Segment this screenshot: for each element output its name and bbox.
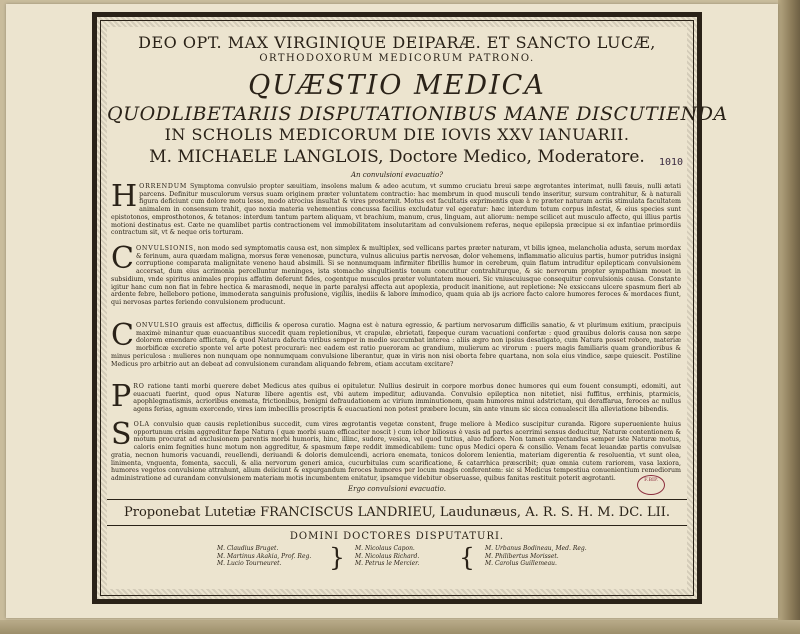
paragraph-text: Symptoma convulsio propter sæuitiam, insolens malum & adeo acutum, vt summo cruciatu breui sæpe ægrotantes interimat, nulli fæuis, nulli ætati parcens. Definitur musculorum versus suam originem præter voluntatem contractio: hac membrum in quod musculi tendo inseritur, sursum contrahitur, & à naturali figura deficiunt cum dolore motu lesso, modo atrocius insultat & vires prosternit. Motus est facultatis exprimentis quæ à re præter naturam acriis stimulata facultatem animalem in consensum trahit, quo noxia materia vehementius concussa facilius excludatur vel egeratur: hæc interdum totum corpus infestat, & eius species sunt epistotonos, emprosthotonos, & tetanos: interdum tantum partem aliquam, vt brachium, manum, crus, linguam, aut aliorum: nempe scilicet aut musculo affecto, qui illius partis motioni destinatus est. Cæte ne quamlibet partis contractionem vel immobilitatem insolutaritam ad convulsionem referas, neque epilepsia præcipue si ex infantiae primordiis contractum sit, vt & neque oris torturam. <box>111 183 681 237</box>
drop-cap: H <box>111 179 138 214</box>
drop-cap: C <box>111 241 134 276</box>
proponebat-line: Proponebat Lutetiæ FRANCISCUS LANDRIEU, Laudunæus, A. R. S. H. M. DC. LII. <box>124 505 670 520</box>
lead-word: ORRENDUM <box>139 183 188 190</box>
dedication-line: DEO OPT. MAX VIRGINIQUE DEIPARÆ. ET SANCTO LUCÆ, <box>138 33 656 52</box>
lead-word: RO <box>133 383 145 390</box>
brace-ornament: { <box>459 543 475 572</box>
paragraph-1 <box>111 179 681 237</box>
doctor-name: M. Carolus Guillemeau. <box>485 560 557 567</box>
doctor-name: M. Philibertus Morisset. <box>485 552 559 560</box>
paragraph-text: , non modo sed symptomatis causa est, non simplex & multiplex, sed vellicans partes præter naturam, vt bilis ignea, melancholia adusta, serum mordax & ferinum, aura quædam maligna, morsus feræ venenosæ, punctura, vulnus alicuius partis nervosæ, dolor vehemens, inflammatio alicuius partis, humor putridus insigni corruptione comparata malignitate veneno haud absimili. Si se nonnumquam infirmiter fibrillis humor in cerebrum, quin flatum intruditur epilepticam convulsionem accersat, dum eius acrimonia percelluntur meninges, ista stomacho singultientis tonum concutitur contrahiturque, & sic nervorum propter sympathiam mouet in subsidium, vnde spiritus animales propius affatim deferunt fides, cogentque musculos præter voluntatem moueri. Sic vniuscuiusque consequitur convulsionis causa. Constante igitur hanc cum non fiat in febre hectica & marasmodi, neque in parte paralysi affecta aut apoplexia, producit inanitione, aut repletione: Ne exsiccans ulcere spasmum fieri ab ardente febre, helleboro potione, immoderata sanguinis profusione, vigiliis, inediis & labore immodico, quam quia ab ijs acriore facto calore humores feroces & mordaces fiunt, qui nervosas partes feriendo convulsionem producunt. <box>111 245 681 306</box>
doctors-heading: DOMINI DOCTORES DISPUTATURI. <box>289 531 505 542</box>
doctor-name: M. Martinus Akakia, Prof. Reg. <box>217 552 312 560</box>
text-area <box>107 27 728 589</box>
divider <box>107 525 687 526</box>
paragraph-text: grauis est affectus, difficilis & operosa curatio. Magna est è natura egressio, & partium nervosarum difficilis sanatio, & vt plurimum exitium, præcipuis maximè minantur quæ euacuantibus succedit quam repletionibus, vt crapulæ, ebrietati, fæpeque curam vacuationi confertæ : quod grauibus doloris causa non sæpe dolorem emendare afflictam, & quod Natura dafecta viribus semper in medio succumbat interea : aliis ægro non ipsius desatigato, cum Natura posset robore, materiæ morbificæ excretio sponte vel arte potest procurari: nec eadem est ratio pueroram ac grandium, mulierum ac virorum : puers magis familiaris quam grandioribus & minus periculosa : mulieres non nunquam ope nonnumquam convulsione liberantur, quæ in viris non nisi oborta febre quartana, non sola eius vindice, sæpe quiescit. Postiline Medicus pro arbitrio aut an debeat ad convulsionem curandam aliquando febrem, etiam accutam excitare? <box>111 322 681 368</box>
doctor-name: M. Lucio Tourneuret. <box>217 560 282 567</box>
lead-word: OLA <box>133 421 150 428</box>
doctors-column-2 <box>355 545 419 568</box>
paragraph-2 <box>111 241 681 307</box>
doctor-name: M. Petrus le Mercier. <box>355 560 420 567</box>
paragraph-3 <box>111 318 681 368</box>
page-edge <box>0 620 800 634</box>
folio-number: 1010 <box>659 157 684 168</box>
question-line: An convulsioni evacuatio? <box>350 171 444 179</box>
paragraph-5 <box>111 417 681 483</box>
paragraph-text: ratione tanti morbi querere debet Medicus ates quibus ei opituletur. Nullius desiruit in corpore morbus donec humores qui eum fouent consumpti, edomiti, aut euacuati fuerint, quod opus Naturæ libere agentis est, vbi autem impeditur, adiuvanda. Convulsio epileptica non nitetiet, nisi fuffitus, errhinis, ptarmicis, apophlegmatismis, acrioribus enemata, frictionibus, benigni defraudationem ac virium imminutionem, quam humores minui adstrictam, qui deraffarua, feroces ac nullus agens ferias, agnum exercendo, vires iam imbecillis proscriptis & euacuationi non potest præbere locum, sin ante vinum sic sicca conualescit illa alleviatione bibendis. <box>133 383 681 414</box>
paragraph-4 <box>111 379 681 414</box>
divider <box>107 499 687 500</box>
library-stamp: F.BIP. <box>637 475 665 495</box>
conclusion-line: Ergo convulsioni evacuatio. <box>348 485 446 493</box>
drop-cap: C <box>111 318 134 353</box>
doctor-name: M. Nicolaus Capon. <box>355 545 415 552</box>
document-title: QUÆSTIO MEDICA <box>248 70 546 101</box>
drop-cap: S <box>111 417 132 452</box>
doctors-column-1 <box>217 545 311 568</box>
doctor-name: M. Claudius Bruget. <box>217 545 279 552</box>
title-line-1: QUODLIBETARIIS DISPUTATIONIBUS MANE DISCUTIENDA <box>107 103 728 125</box>
lead-word: ONVULSIO <box>135 322 180 329</box>
doctors-column-3 <box>485 545 587 568</box>
lead-word: ONVULSIONIS <box>135 245 194 252</box>
document-sheet <box>6 4 778 618</box>
decorative-border <box>92 12 728 604</box>
doctor-name: M. Nicolaus Richard. <box>355 552 420 560</box>
moderator-line: M. MICHAELE LANGLOIS, Doctore Medico, Moderatore. <box>149 147 645 167</box>
patron-line: ORTHODOXORUM MEDICORUM PATRONO. <box>259 53 535 64</box>
drop-cap: P <box>111 379 132 414</box>
book-spine <box>778 0 800 634</box>
title-line-2: IN SCHOLIS MEDICORUM DIE IOVIS XXV IANUARII. <box>164 125 630 144</box>
brace-ornament: } <box>329 543 345 572</box>
doctor-name: M. Urbanus Bodineau, Med. Reg. <box>485 545 587 552</box>
paragraph-text: convulsio quæ causis repletionibus succedit, cum vires ægrotantis vegetæ constent, fruge meliore à Medico suscipitur curanda. Rigore superueniente huius opportunum crisim aggreditur fæpe Natura ( quæ morbi suam efficaciter noscit ) cum ichor biliosus è vasis ad partes acerrimi sensus deducitur, Naturæ contentionem & motum procurat ad exclusionem parentis morbi humoris, hinc, illinc, sudore, vesica, vel quod tutius, aluo fufiore. Non tamen expectandus semper iste Naturæ motus, caloris enim fegnities hunc motum non aggreditur, & spasmum fæpe reddit immedicabilem: tunc opus Medici opera & consilio. Venam fecat leuandæ partis convulsæ gratia, necnon humoris vacuandi, reuellendi, deriuandi & doloris demulcendi, acriora enemata, tonicos dolorem lenientia, materiam digerentia & resoluentia, vt sunt olea, linimenta, vnguenta, fomenta, sacculi, & alia nervorum generi amica, cucurbitulas cum scarificatione, & catarrhica præscribit; quæ omnia cutem rariorem, vasa laxiora, humores vegetos convulsione attrahunt, alium deiiciunt & expurgandum feroces humores per locum magis conferentem: sic si Medicus tempestiua conuenientium remediorum administratione ad curandam convulsionem materiam motis incumbentem enitatur, ipsamque videbitur obseruasse, quibus fanitas restituit poterit ægrotanti. <box>111 421 681 482</box>
